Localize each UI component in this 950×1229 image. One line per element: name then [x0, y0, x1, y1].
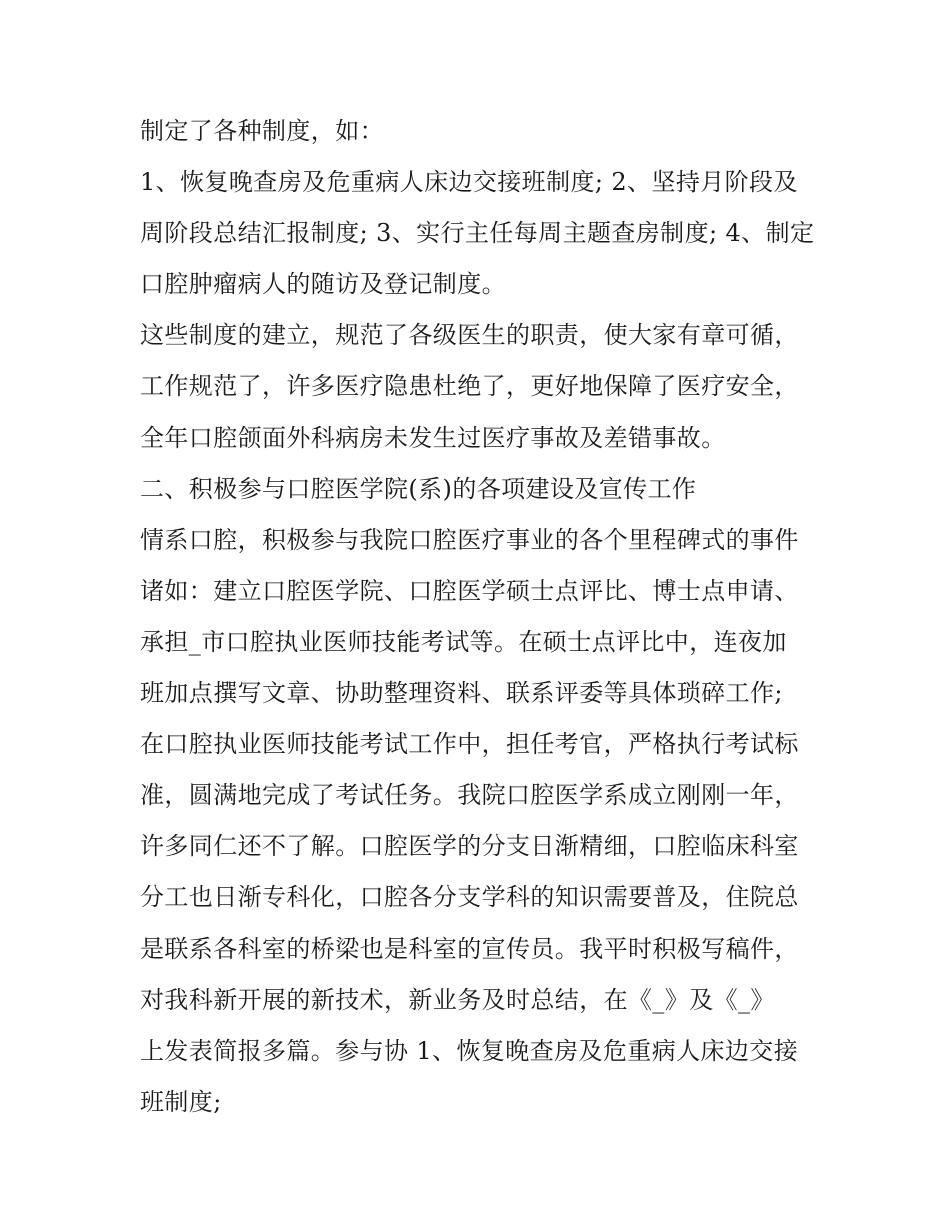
text-line: 诸如：建立口腔医学院、口腔医学硕士点评比、博士点申请、: [140, 576, 799, 605]
text-line: 分工也日渐专科化，口腔各分支学科的知识需要普及，住院总: [140, 883, 799, 912]
document-body: [140, 106, 820, 1128]
text-line: 班制度;: [140, 1087, 222, 1116]
text-line: 全年口腔颌面外科病房未发生过医疗事故及差错事故。: [140, 423, 726, 452]
text-line: 上发表简报多篇。参与协 1、恢复晚查房及危重病人床边交接: [140, 1036, 799, 1065]
text-line: 许多同仁还不了解。口腔医学的分支日渐精细，口腔临床科室: [140, 832, 799, 861]
text-line: 在口腔执业医师技能考试工作中，担任考官，严格执行考试标: [140, 730, 799, 759]
text-line: 对我科新开展的新技术，新业务及时总结，在《_》及《_》: [140, 985, 775, 1014]
text-line: 是联系各科室的桥梁也是科室的宣传员。我平时积极写稿件，: [140, 934, 799, 963]
text-line: 情系口腔，积极参与我院口腔医疗事业的各个里程碑式的事件: [140, 525, 799, 554]
text-line: 这些制度的建立，规范了各级医生的职责，使大家有章可循，: [140, 321, 799, 350]
text-line: 准，圆满地完成了考试任务。我院口腔医学系成立刚刚一年，: [140, 781, 799, 810]
text-line: 口腔肿瘤病人的随访及登记制度。: [140, 270, 506, 299]
text-line: 班加点撰写文章、协助整理资料、联系评委等具体琐碎工作;: [140, 679, 783, 708]
text-line: 工作规范了，许多医疗隐患杜绝了，更好地保障了医疗安全，: [140, 372, 799, 401]
text-line: 承担_市口腔执业医师技能考试等。在硕士点评比中，连夜加: [140, 627, 787, 656]
section-heading: 二、积极参与口腔医学院(系)的各项建设及宣传工作: [140, 474, 697, 503]
text-line: 周阶段总结汇报制度; 3、实行主任每周主题查房制度; 4、制定: [140, 219, 815, 248]
text-line: 1、恢复晚查房及危重病人床边交接班制度; 2、坚持月阶段及: [140, 168, 798, 197]
text-line: 制定了各种制度，如：: [140, 117, 384, 145]
